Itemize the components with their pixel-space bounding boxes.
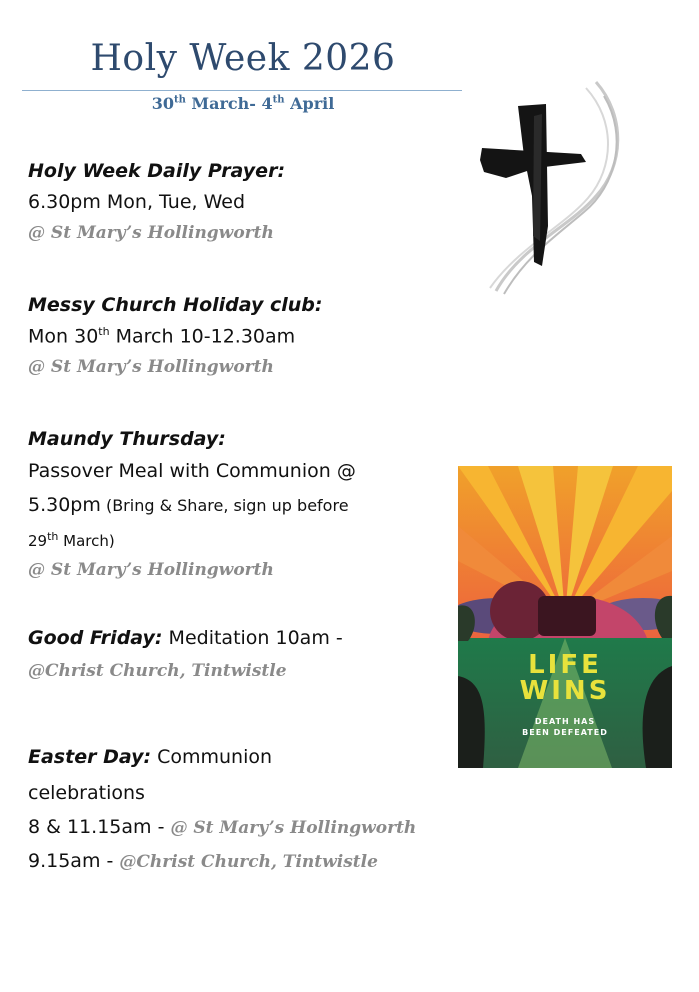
start-month: March- 4 — [185, 94, 273, 113]
easter-day-heading: Easter Day: — [28, 746, 152, 768]
easter-day-line — [28, 746, 416, 768]
messy-church-time — [28, 325, 323, 347]
easter-service-2-time: 9.15am - — [28, 850, 120, 872]
poster-tagline-line1: DEATH HAS — [534, 717, 596, 726]
good-friday-detail: Meditation 10am - — [162, 627, 343, 649]
maundy-thursday-venue: @ St Mary’s Hollingworth — [28, 560, 274, 580]
poster-headline-line1: LIFE — [528, 650, 602, 680]
end-suffix: th — [272, 94, 285, 106]
maundy-thursday-line3 — [28, 530, 356, 550]
easter-service-1 — [28, 816, 416, 838]
messy-church-hours: March 10-12.30am — [109, 325, 296, 348]
messy-church-day: Mon 30 — [28, 325, 99, 348]
maundy-thursday-line1: Passover Meal with Communion @ — [28, 460, 356, 482]
easter-service-2 — [28, 850, 416, 872]
good-friday-line — [28, 627, 343, 649]
date-range — [0, 94, 486, 113]
end-month: April — [284, 94, 335, 113]
title-divider — [22, 90, 462, 91]
maundy-thursday-heading: Maundy Thursday: — [28, 428, 226, 450]
easter-service-1-venue: @ St Mary’s Hollingworth — [170, 818, 417, 838]
good-friday-heading: Good Friday: — [28, 627, 163, 649]
good-friday-venue: @Christ Church, Tintwistle — [28, 661, 287, 681]
cross-icon — [476, 76, 626, 296]
messy-church-venue: @ St Mary’s Hollingworth — [28, 357, 274, 378]
page-title: Holy Week 2026 — [90, 38, 396, 79]
poster-tagline — [458, 716, 672, 738]
daily-prayer-heading: Holy Week Daily Prayer: — [28, 160, 286, 182]
maundy-thursday-section — [28, 428, 356, 580]
maundy-thursday-month: March) — [58, 532, 115, 550]
daily-prayer-venue: @ St Mary’s Hollingworth — [28, 223, 274, 243]
messy-church-section — [28, 294, 323, 377]
poster-tagline-line2: BEEN DEFEATED — [522, 728, 608, 737]
maundy-thursday-suffix: th — [47, 530, 59, 543]
daily-prayer-time: 6.30pm Mon, Tue, Wed — [28, 191, 246, 213]
start-day: 30 — [151, 94, 174, 113]
life-wins-poster — [458, 466, 672, 768]
poster-headline — [458, 652, 672, 704]
easter-service-2-venue: @Christ Church, Tintwistle — [119, 852, 378, 872]
maundy-thursday-line2 — [28, 494, 356, 516]
maundy-thursday-note: (Bring & Share, sign up before — [100, 496, 349, 515]
messy-church-suffix: th — [98, 325, 110, 338]
easter-day-section — [28, 746, 416, 872]
easter-day-line2: celebrations — [28, 782, 145, 804]
easter-day-detail: Communion — [151, 746, 273, 768]
maundy-thursday-time: 5.30pm — [28, 494, 101, 516]
daily-prayer-section — [28, 160, 285, 243]
start-suffix: th — [173, 94, 186, 106]
messy-church-heading: Messy Church Holiday club: — [28, 294, 323, 316]
easter-service-1-time: 8 & 11.15am - — [28, 816, 171, 838]
maundy-thursday-date: 29 — [28, 532, 48, 550]
poster-headline-line2: WINS — [519, 676, 611, 706]
good-friday-section — [28, 627, 343, 681]
